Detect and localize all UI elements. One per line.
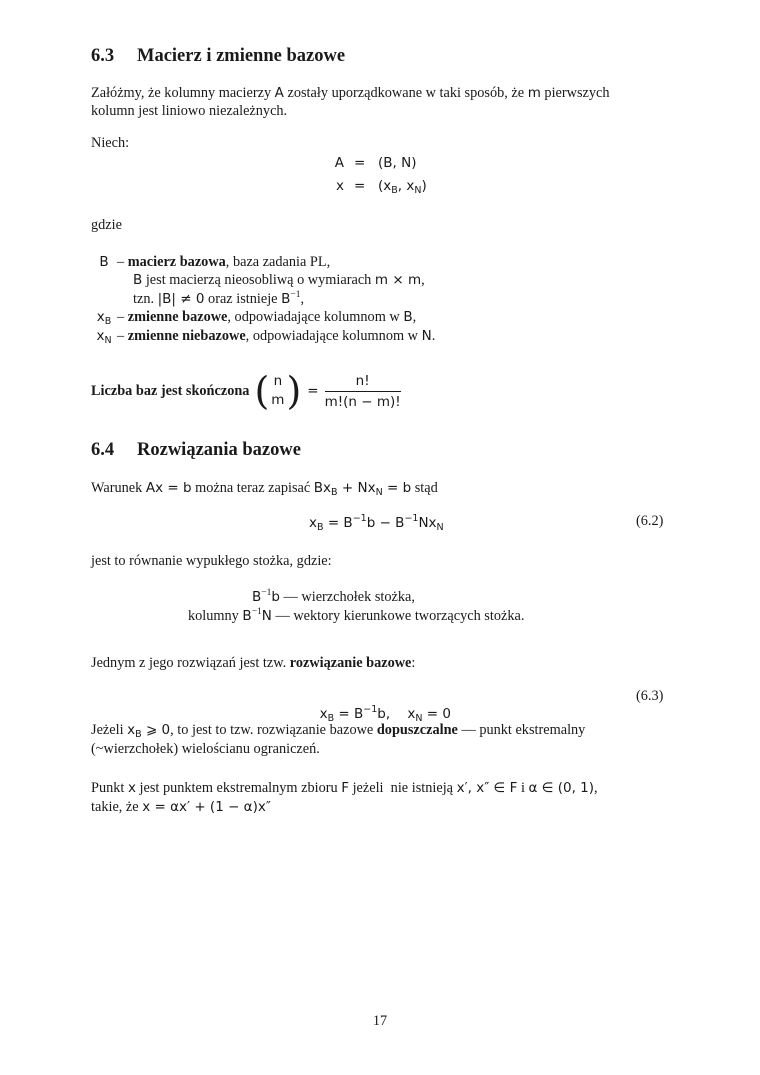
jezeli-line-1 — [91, 722, 585, 740]
subscript: B — [317, 522, 324, 533]
symbol-xB — [91, 309, 117, 327]
section-title: Macierz i zmienne bazowe — [137, 46, 346, 66]
equals: = — [307, 383, 319, 399]
numerator: n! — [355, 372, 370, 389]
math: m × m — [374, 272, 422, 288]
math: B — [403, 309, 413, 325]
section-number: 6.4 — [91, 440, 115, 460]
text: , baza zadania PL, — [225, 254, 331, 270]
math: = B — [323, 515, 353, 531]
binomial — [254, 369, 302, 413]
equation-6-2 — [309, 513, 444, 533]
superscript: −1 — [352, 513, 367, 524]
text: — wektory kierunkowe tworzących stożka. — [271, 608, 525, 624]
text: Punkt — [91, 780, 128, 796]
subscript: N — [414, 185, 422, 196]
math: = b — [382, 480, 412, 496]
text: , — [594, 780, 598, 796]
eq1-rhs: (B, N) — [378, 155, 417, 171]
math: Ax = b — [145, 480, 192, 496]
text: . — [431, 328, 436, 344]
math: α ∈ (0, 1) — [528, 780, 595, 796]
text: jest punktem ekstremalnym zbioru — [135, 780, 342, 796]
math: ⩾ 0 — [141, 722, 171, 738]
gdzie-label: gdzie — [91, 217, 122, 233]
equation-label-6-2: (6.2) — [636, 513, 664, 529]
left-paren: ( — [254, 369, 270, 413]
math: x — [319, 706, 328, 722]
eq1-equals: = — [354, 155, 366, 171]
superscript: −1 — [261, 588, 272, 598]
superscript: −1 — [290, 290, 301, 300]
math: B — [133, 272, 143, 288]
subscript: N — [104, 335, 112, 346]
text: , — [412, 309, 417, 325]
math: B — [281, 291, 291, 307]
math: = B — [334, 706, 364, 722]
subscript: B — [135, 729, 142, 740]
subscript: N — [436, 522, 444, 533]
bold-term: rozwiązanie bazowe — [289, 655, 412, 671]
punkt-line-2 — [91, 799, 271, 816]
text: zostały uporządkowane w taki sposób, że — [283, 85, 528, 101]
def-B-line-3 — [133, 290, 304, 308]
superscript: −1 — [363, 704, 378, 715]
bold-term: zmienne bazowe — [127, 309, 228, 325]
subscript: B — [391, 185, 398, 196]
intro-line-1 — [91, 85, 610, 102]
subscript: N — [415, 713, 423, 724]
subscript: N — [375, 487, 383, 498]
math: b — [271, 589, 280, 605]
math: ) — [421, 178, 427, 194]
math: x — [309, 515, 317, 531]
math: Nx — [418, 515, 437, 531]
math: B — [252, 589, 262, 605]
math: x′, x″ ∈ F — [456, 780, 518, 796]
eq2-equals: = — [354, 178, 366, 194]
text: Jeżeli — [91, 722, 128, 738]
section-title: Rozwiązania bazowe — [137, 440, 301, 460]
math: b − B — [366, 515, 405, 531]
binomial-column — [269, 372, 286, 410]
math: N — [261, 608, 272, 624]
text: stąd — [411, 480, 438, 496]
text: pierwszych — [540, 85, 610, 101]
text: Załóżmy, że kolumny macierzy — [91, 85, 275, 101]
superscript: −1 — [251, 607, 262, 617]
def-B-line-2 — [133, 272, 425, 289]
warunek-line — [91, 480, 438, 498]
text: i — [517, 780, 529, 796]
bold-term: macierz bazowa — [127, 254, 226, 270]
text: Warunek — [91, 480, 146, 496]
dash: – — [117, 254, 128, 270]
page-number: 17 — [372, 1013, 388, 1029]
text: — punkt ekstremalny — [457, 722, 586, 738]
text: takie, że — [91, 799, 143, 815]
section-6-3-heading — [91, 46, 345, 67]
text: jest macierzą nieosobliwą o wymiarach — [142, 272, 375, 288]
math-A: A — [274, 85, 284, 101]
math: x — [127, 780, 136, 796]
bold-term: zmienne niebazowe — [127, 328, 246, 344]
section-6-4-heading — [91, 440, 301, 461]
text: , odpowiadające kolumnom w — [245, 328, 422, 344]
math-expression — [314, 480, 411, 496]
math: B — [242, 608, 252, 624]
subscript: B — [104, 316, 112, 327]
symbol-xN — [91, 328, 117, 346]
eq2-rhs — [378, 178, 427, 196]
text: : — [411, 655, 416, 671]
def-B-line-1 — [91, 254, 330, 271]
jednym-line — [91, 655, 415, 672]
symbol-B: B — [99, 254, 109, 270]
equation-label-6-3: (6.3) — [636, 688, 664, 704]
math: x — [96, 328, 105, 344]
right-paren: ) — [286, 369, 302, 413]
eq2-lhs: x — [336, 178, 344, 194]
math: x — [127, 722, 136, 738]
text: , — [300, 291, 305, 307]
math: b, x — [377, 706, 416, 722]
math: , x — [397, 178, 415, 194]
subscript: B — [327, 713, 335, 724]
bold-label: Liczba baz jest skończona — [91, 382, 250, 399]
dash: – — [117, 328, 128, 344]
math-m: m — [527, 85, 541, 101]
def-xB-line — [91, 309, 416, 327]
superscript: −1 — [404, 513, 419, 524]
stozek-item-1 — [252, 588, 415, 606]
def-xN-line — [91, 328, 435, 346]
bold-term: dopuszczalne — [376, 722, 458, 738]
eq1-lhs: A — [334, 155, 344, 171]
denominator: m!(n − m)! — [324, 393, 401, 410]
math: Bx — [313, 480, 332, 496]
math: (x — [378, 178, 392, 194]
jezeli-line-2: (~wierzchołek) wielościanu ograniczeń. — [91, 741, 320, 757]
text: oraz istnieje — [204, 291, 282, 307]
math: + Nx — [337, 480, 376, 496]
math: x = αx′ + (1 − α)x″ — [142, 799, 271, 815]
stozek-item-2 — [188, 607, 524, 625]
fraction-bar — [325, 391, 401, 392]
stozek-intro: jest to równanie wypukłego stożka, gdzie: — [91, 553, 332, 569]
text: można teraz zapisać — [191, 480, 314, 496]
dash: – — [117, 309, 128, 325]
math: |B| ≠ 0 — [157, 291, 205, 307]
text: , — [421, 272, 425, 288]
section-number: 6.3 — [91, 46, 115, 66]
fraction — [325, 373, 401, 410]
text: kolumny — [188, 608, 243, 624]
math: N — [421, 328, 432, 344]
text: , odpowiadające kolumnom w — [227, 309, 404, 325]
subscript: B — [331, 487, 338, 498]
liczba-baz-line — [91, 369, 401, 413]
math: x — [96, 309, 105, 325]
binom-bottom: m — [271, 392, 285, 408]
binom-top: n — [273, 373, 283, 389]
text: Jednym z jego rozwiązań jest tzw. — [91, 655, 290, 671]
text: jeżeli nie istnieją — [349, 780, 457, 796]
equation-6-3 — [311, 688, 451, 724]
math: = 0 — [422, 706, 451, 722]
text: — wierzchołek stożka, — [279, 589, 415, 605]
text: , to jest to tzw. rozwiązanie bazowe — [170, 722, 377, 738]
niech-label: Niech: — [91, 135, 130, 151]
text: tzn. — [133, 291, 158, 307]
intro-line-2: kolumn jest liniowo niezależnych. — [91, 103, 288, 119]
punkt-line-1 — [91, 780, 598, 797]
math: F — [341, 780, 349, 796]
